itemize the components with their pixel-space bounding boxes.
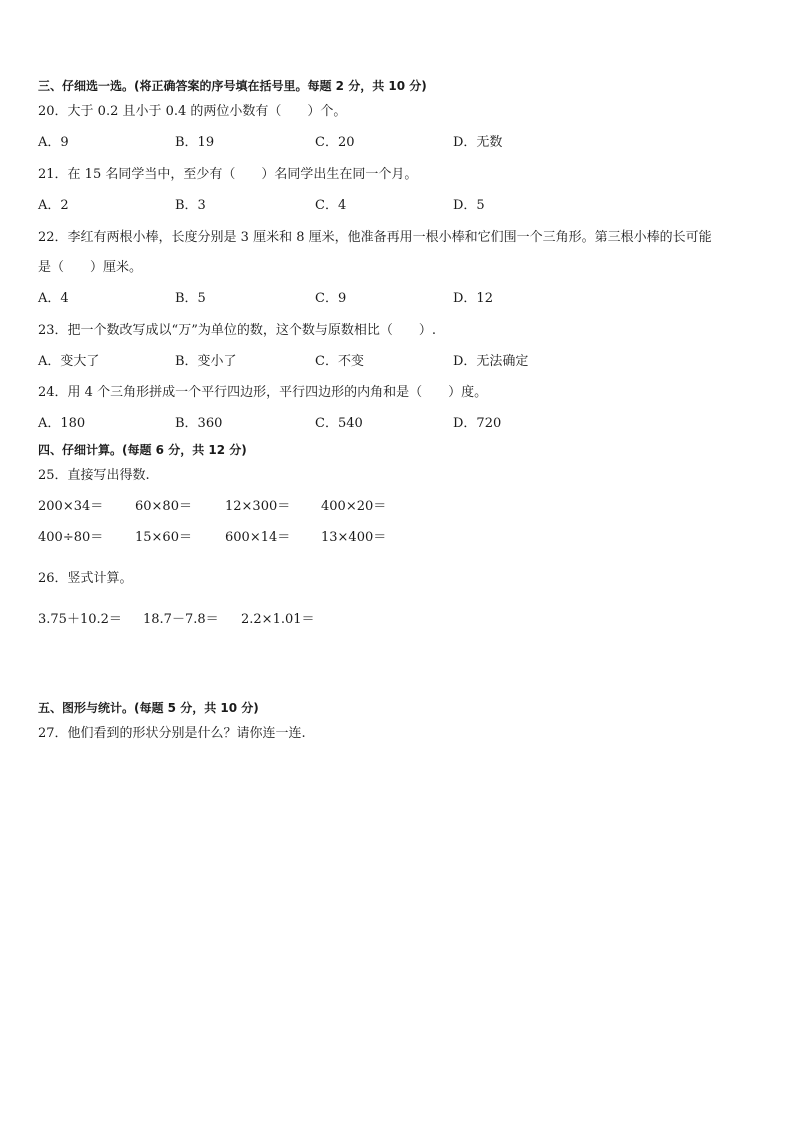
- q26-calc-1: 3.75＋10.2＝: [38, 612, 122, 627]
- section-4-heading: 四、仔细计算。(每题 6 分，共 12 分): [38, 443, 247, 457]
- question-24-stem: 24．用 4 个三角形拼成一个平行四边形，平行四边形的内角和是（ ）度。: [38, 385, 488, 400]
- q21-option-c: C．4: [315, 198, 347, 213]
- q24-option-c: C．540: [315, 416, 363, 431]
- q25-calc-3: 12×300＝: [225, 499, 291, 514]
- question-22-stem-line-2: 是（ ）厘米。: [38, 260, 143, 275]
- q23-option-a: A．变大了: [38, 354, 100, 369]
- q24-option-a: A．180: [38, 416, 86, 431]
- section-5-heading: 五、图形与统计。(每题 5 分，共 10 分): [38, 701, 259, 715]
- question-21-stem: 21．在 15 名同学当中，至少有（ ）名同学出生在同一个月。: [38, 167, 418, 182]
- q25-calc-7: 600×14＝: [225, 530, 291, 545]
- q22-option-c: C．9: [315, 291, 347, 306]
- q24-option-b: B．360: [175, 416, 223, 431]
- q24-option-d: D．720: [453, 416, 502, 431]
- section-3-heading: 三、仔细选一选。(将正确答案的序号填在括号里。每题 2 分，共 10 分): [38, 79, 427, 93]
- q25-calc-1: 200×34＝: [38, 499, 104, 514]
- q21-option-a: A．2: [38, 198, 69, 213]
- q25-calc-8: 13×400＝: [321, 530, 387, 545]
- question-26-stem: 26．竖式计算。: [38, 571, 133, 586]
- q25-calc-4: 400×20＝: [321, 499, 387, 514]
- q20-option-c: C．20: [315, 135, 355, 150]
- q26-calc-3: 2.2×1.01＝: [241, 612, 315, 627]
- q23-option-c: C．不变: [315, 354, 364, 369]
- q22-option-d: D．12: [453, 291, 493, 306]
- q22-option-b: B．5: [175, 291, 206, 306]
- q20-option-a: A．9: [38, 135, 69, 150]
- q20-option-d: D．无数: [453, 135, 503, 150]
- q20-option-b: B．19: [175, 135, 215, 150]
- q21-option-d: D．5: [453, 198, 485, 213]
- q25-calc-5: 400÷80＝: [38, 530, 104, 545]
- q23-option-b: B．变小了: [175, 354, 237, 369]
- question-23-stem: 23．把一个数改写成以“万”为单位的数，这个数与原数相比（ ）.: [38, 323, 436, 338]
- q21-option-b: B．3: [175, 198, 206, 213]
- question-25-stem: 25．直接写出得数.: [38, 468, 150, 483]
- q22-option-a: A．4: [38, 291, 69, 306]
- q23-option-d: D．无法确定: [453, 354, 529, 369]
- q25-calc-2: 60×80＝: [135, 499, 192, 514]
- question-27-stem: 27．他们看到的形状分别是什么？请你连一连.: [38, 726, 306, 741]
- question-22-stem-line-1: 22．李红有两根小棒，长度分别是 3 厘米和 8 厘米，他准备再用一根小棒和它们围一个三角形。第三根小棒的长可能: [38, 230, 712, 245]
- question-20-stem: 20．大于 0.2 且小于 0.4 的两位小数有（ ）个。: [38, 104, 347, 119]
- q25-calc-6: 15×60＝: [135, 530, 192, 545]
- q26-calc-2: 18.7－7.8＝: [143, 612, 219, 627]
